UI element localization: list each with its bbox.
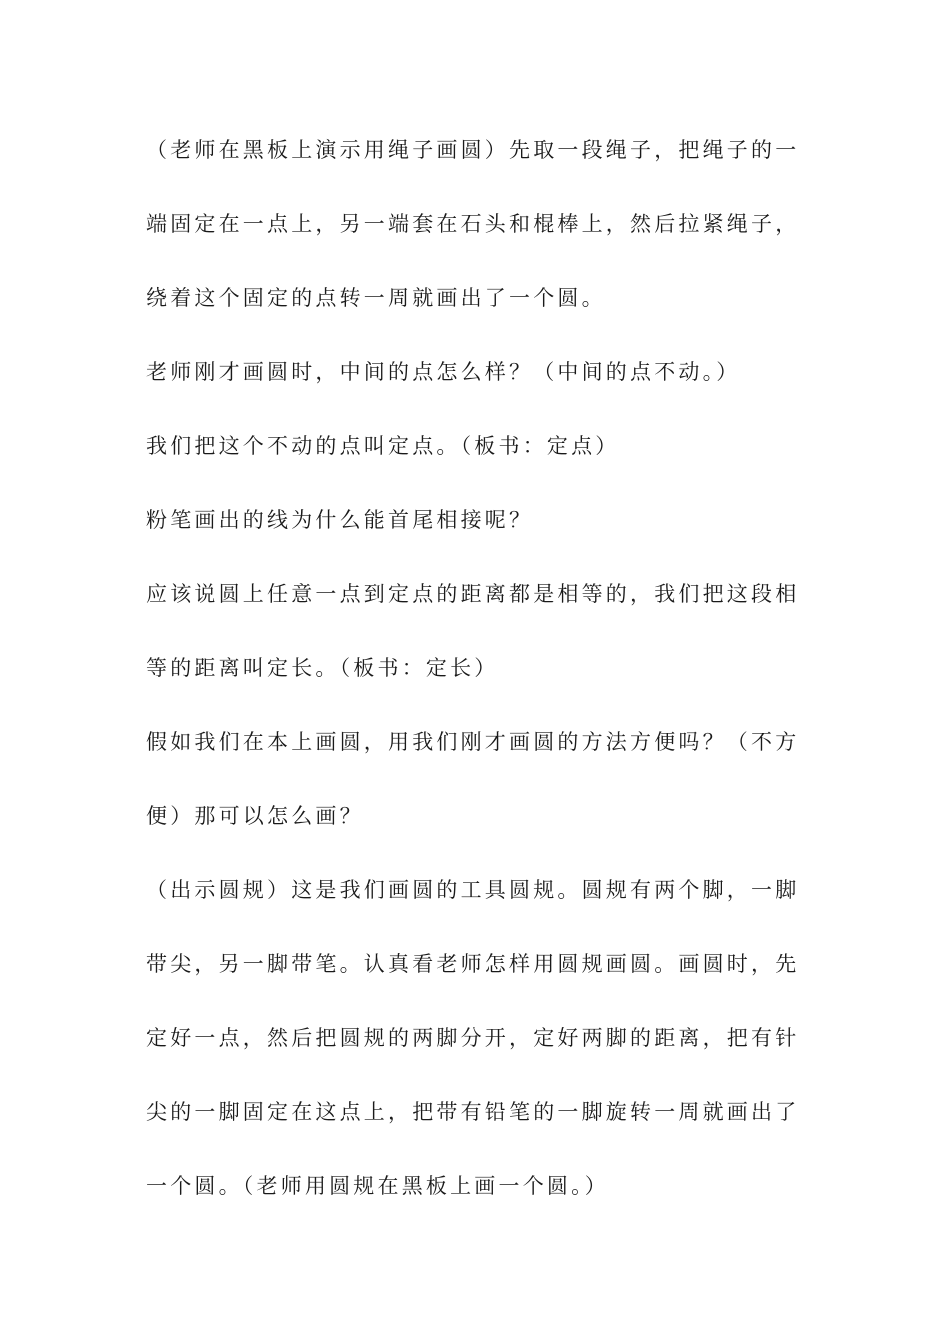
text-line: 我们把这个不动的点叫定点。（板书：定点） (146, 434, 620, 458)
document-body (146, 128, 806, 1238)
text-line: 绕着这个固定的点转一周就画出了一个圆。 (146, 286, 606, 310)
text-line: 带尖，另一脚带笔。认真看老师怎样用圆规画圆。画圆时，先 (146, 952, 800, 976)
text-line: 假如我们在本上画圆，用我们刚才画圆的方法方便吗？（不方 (146, 730, 800, 754)
text-line: 便）那可以怎么画？ (146, 804, 364, 828)
text-line: 粉笔画出的线为什么能首尾相接呢？ (146, 508, 534, 532)
text-line: 尖的一脚固定在这点上，把带有铅笔的一脚旋转一周就画出了 (146, 1100, 800, 1124)
text-line: 等的距离叫定长。（板书：定长） (146, 656, 499, 680)
text-line: 定好一点，然后把圆规的两脚分开，定好两脚的距离，把有针 (146, 1026, 800, 1050)
text-line: （出示圆规）这是我们画圆的工具圆规。圆规有两个脚，一脚 (146, 878, 800, 902)
text-line: 老师刚才画圆时，中间的点怎么样？（中间的点不动。） (146, 360, 741, 384)
text-line: 端固定在一点上，另一端套在石头和棍棒上，然后拉紧绳子， (146, 212, 800, 236)
text-line: （老师在黑板上演示用绳子画圆）先取一段绳子，把绳子的一 (146, 138, 800, 162)
text-line: 一个圆。（老师用圆规在黑板上画一个圆。） (146, 1174, 609, 1198)
text-line: 应该说圆上任意一点到定点的距离都是相等的，我们把这段相 (146, 582, 800, 606)
